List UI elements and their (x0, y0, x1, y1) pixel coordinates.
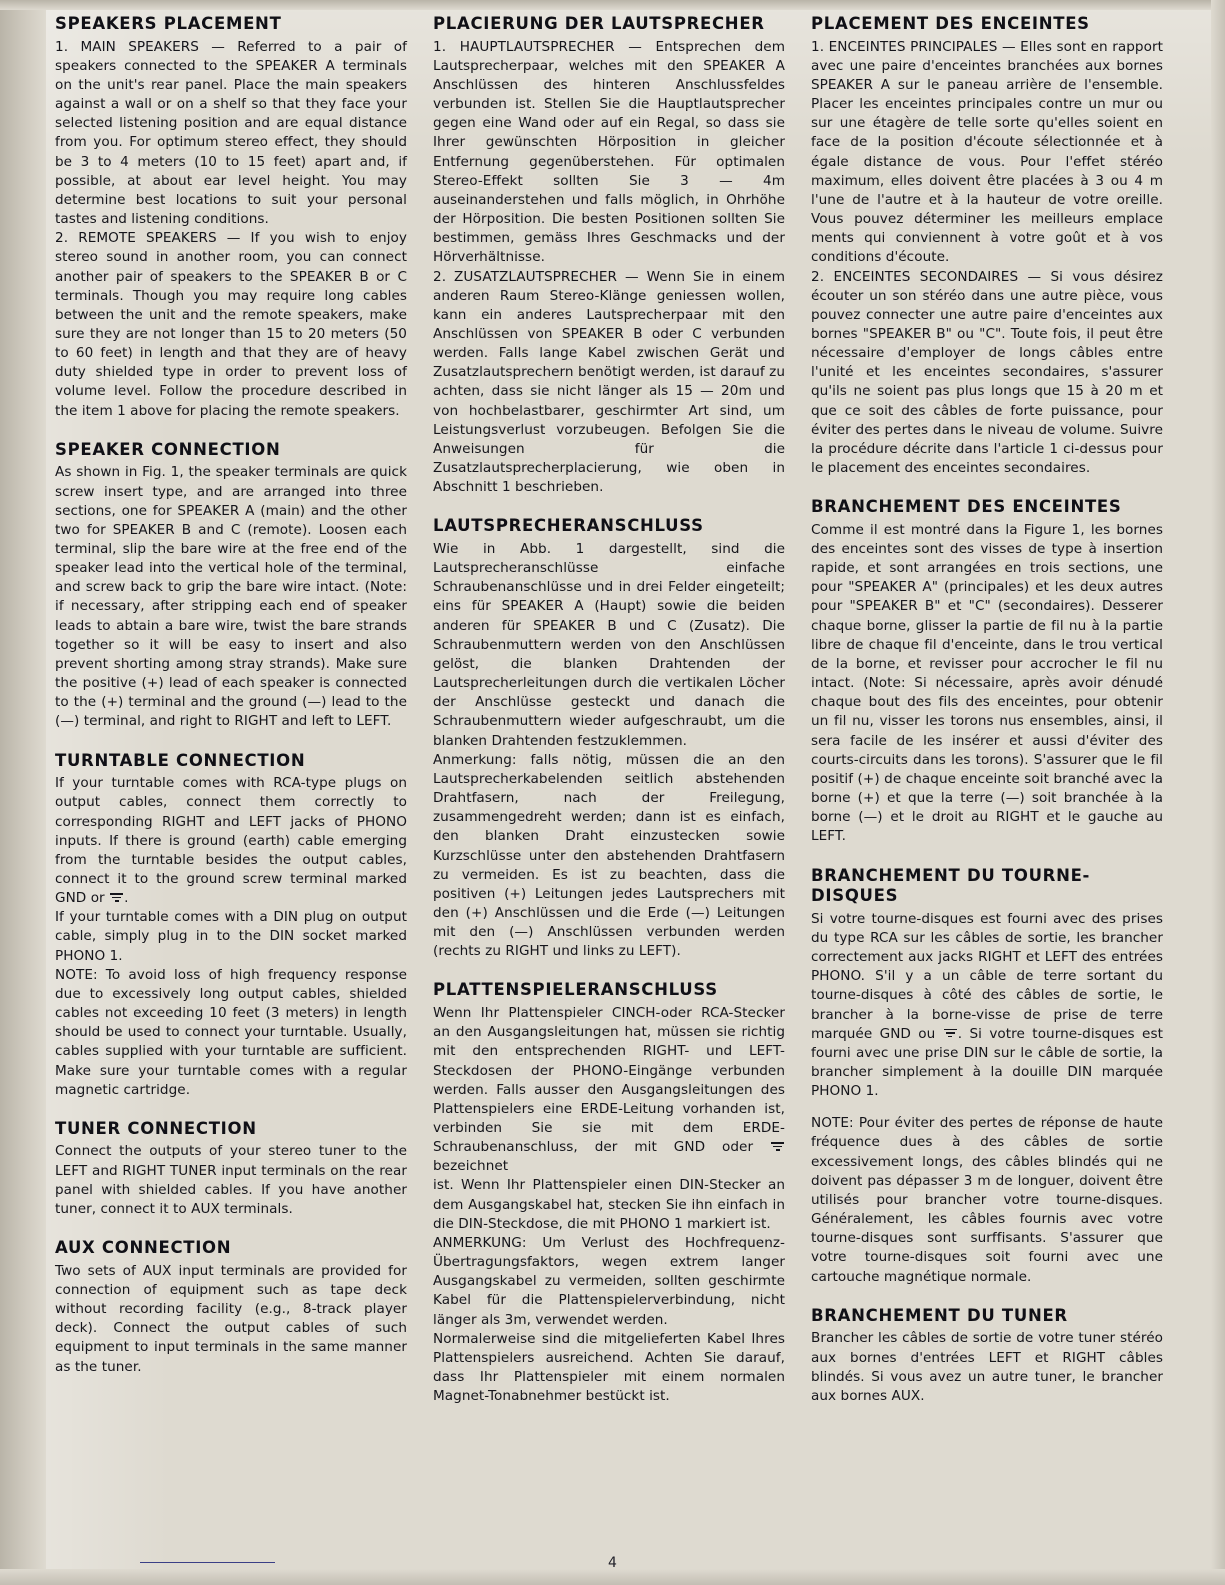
paragraph-plattenspieler-anmerkung: ANMERKUNG: Um Verlust des Hochfrequenz-Übertragungsfaktors, wegen extrem langer Ausgangskabel zu vermeiden, sollten geschirmte Kabel für die Plattenspielerverbindung, nicht länger als 3m, verwendet werden. (433, 1234, 785, 1328)
paragraph-hauptlautsprecher: 1. HAUPTLAUTSPRECHER — Entsprechen dem Lautsprecherpaar, welches mit den SPEAKER A Anschlüssen des hinteren Anschlussfeldes verbunden ist. Stellen Sie die Hauptlautsprecher gegen eine Wand oder auf ein Regal, so dass sie Ihrer gewünschten Hörposition in gleicher Entfernung gegenüberstehen. Für optimalen Stereo-Effekt sollten Sie 3 — 4m auseinanderstehen und falls möglich, in Ohrhöhe der Hörposition. Die besten Positionen sollten Sie bestimmen, gemäss Ihres Geschmacks und der Hörverhältnisse. (433, 38, 785, 266)
section-heading-speaker-connection: SPEAKER CONNECTION (55, 439, 281, 459)
section-heading-tuner-connection: TUNER CONNECTION (55, 1118, 257, 1138)
paragraph-plattenspieler-rca (433, 1004, 785, 1176)
section-heading-aux-connection: AUX CONNECTION (55, 1238, 232, 1258)
spacer (811, 847, 1163, 866)
paragraph-plattenspieler-kabel: Normalerweise sind die mitgelieferten Kabel Ihres Plattenspielers ausreichend. Achten Sie darauf, dass Ihr Plattenspieler mit einem normalen Magnet-Tonabnehmer bestückt ist. (433, 1330, 785, 1405)
paragraph-remote-speakers: 2. REMOTE SPEAKERS — If you wish to enjoy stereo sound in another room, you can connect another pair of speakers to the SPEAKER B or C terminals. Though you may require long cables between the unit and the remote speakers, make sure they are not longer than 15 to 20 meters (50 to 60 feet) in length and that they are of heavy duty shielded type in order to prevent loss of volume level. Follow the procedure described in the item 1 above for placing the remote speakers. (55, 230, 407, 419)
paragraph-branchement-tuner: Brancher les câbles de sortie de votre tuner stéréo aux bornes d'entrées LEFT et RIGHT câbles blindés. Si vous avez un autre tuner, le brancher aux bornes AUX. (811, 1330, 1163, 1404)
paragraph-main-speakers: 1. MAIN SPEAKERS — Referred to a pair of speakers connected to the SPEAKER A terminals on the unit's rear panel. Place the main speakers against a wall or on a shelf so that they face your selected listening position and are equal distance from you. For optimum stereo effect, they should be 3 to 4 meters (10 to 15 feet) apart and, if possible, at about ear level height. You may determine best locations to suit your personal tastes and listening conditions. (55, 38, 407, 228)
column-english (55, 14, 407, 1377)
page-number: 4 (608, 1555, 617, 1571)
page-edge-shadow-bottom (0, 1569, 1225, 1585)
plattenspieler-gnd-suffix: bezeichnet (433, 1158, 509, 1175)
section-heading-branchement-enceintes: BRANCHEMENT DES ENCEINTES (811, 497, 1122, 517)
paragraph-aux-connection: Two sets of AUX input terminals are provided for connection of equipment such as tape deck without recording facility (e.g., 8-track player deck). Connect the output cables of such equipment to input terminals in the same manner as the tuner. (55, 1262, 407, 1375)
section-heading-lautsprecheranschluss: LAUTSPRECHERANSCHLUSS (433, 516, 704, 536)
spacer (811, 1287, 1163, 1306)
spacer (55, 1219, 407, 1238)
section-heading-branchement-tourne-disques: BRANCHEMENT DU TOURNE-DISQUES (811, 865, 1091, 906)
paragraph-tourne-disques-note: NOTE: Pour éviter des pertes de réponse de haute fréquence dues à des câbles de sortie excessivement longs, des câbles blindés qui ne doivent pas dépasser 3 m de longuer, doivent être utilisés pour brancher votre tourne-disques. Généralement, les câbles fournis avec votre tourne-disques sont surffisants. S'assurer que votre tourne-disques soit fourni avec une cartouche magnétique normale. (811, 1115, 1163, 1285)
paragraph-lautsprecheranschluss: Wie in Abb. 1 dargestellt, sind die Lautsprecheranschlüsse einfache Schraubenanschlüsse und in drei Felder eingeteilt; eins für SPEAKER A (Haupt) sowie die beiden anderen für SPEAKER B und C (Zusatz). Die Schraubenmuttern werden von den Anschlüssen gelöst, die blanken Drahtenden der Lautsprecherleitungen durch die vertikalen Löcher der Anschlüsse gesteckt und danach die Schraubenmuttern wieder aufgeschraubt, um die blanken Drahtenden festzuklemmen. (433, 541, 785, 749)
paragraph-lautsprecher-anmerkung: Anmerkung: falls nötig, müssen die an den Lautsprecherkabelenden seitlich abstehenden Drahtfasern, nach der Freilegung, zusammengedreht werden; dann ist es einfach, den blanken Draht einzustecken sowie Kurzschlüsse unter den abstehenden Drahtfasern zu vermeiden. Es ist zu beachten, dass die positiven (+) Leitungen jedes Lautsprechers mit den (+) Anschlüssen und die Erde (—) Leitungen mit den (—) Anschlüssen verbunden werden (rechts zu RIGHT und links zu LEFT). (433, 751, 785, 960)
section-heading-placierung-lautsprecher: PLACIERUNG DER LAUTSPRECHER (433, 14, 765, 33)
paragraph-zusatzlautsprecher: 2. ZUSATZLAUTSPRECHER — Wenn Sie in einem anderen Raum Stereo-Klänge geniessen wollen, kann ein anderes Lautsprecherpaar mit den Anschlüssen von SPEAKER B oder C verbunden werden. Falls lange Kabel zwischen Gerät und Zusatzlautsprechern benötigt werden, ist darauf zu achten, dass sie nicht länger als 15 — 20m und von hochbelastbarer, geschirmter Art sind, um Leistungsverlust vorzubeugen. Befolgen Sie die Anweisungen für die Zusatzlautsprecherplacierung, wie oben in Abschnitt 1 beschrieben. (433, 268, 785, 496)
paragraph-enceintes-principales: 1. ENCEINTES PRINCIPALES — Elles sont en rapport avec une paire d'enceintes branchées aux bornes SPEAKER A sur le paneau arrière de l'ensemble. Placer les enceintes principales contre un mur ou sur une étagère de telle sorte qu'elles soient en face de la position d'écoute sélectionnée et à égale distance de vous. Pour l'effet stéréo maximum, elles doivent être placées à 3 ou 4 m l'une de l'autre et à la hauteur de votre oreille. Vous pouvez déterminer les meilleurs emplace ments qui conviennent à votre goût et à vos conditions d'écoute. (811, 38, 1163, 266)
paragraph-turntable-din: If your turntable comes with a DIN plug on output cable, simply plug in to the DIN socket marked PHONO 1. (55, 909, 407, 964)
paragraph-plattenspieler-din: ist. Wenn Ihr Plattenspieler einen DIN-Stecker an dem Ausgangskabel hat, stecken Sie ihn einfach in die DIN-Steckdose, die mit PHONO 1 markiert ist. (433, 1177, 785, 1232)
spacer (55, 421, 407, 440)
tourne-disques-din-text: . Si votre tourne-disques est fourni avec une prise DIN sur le câble de sortie, la brancher simplement à la douille DIN marquée PHONO 1. (811, 1025, 1163, 1100)
ground-symbol-icon (110, 892, 123, 903)
spacer (811, 1101, 1163, 1114)
ground-symbol-icon (944, 1028, 957, 1039)
column-french (811, 14, 1163, 1406)
section-heading-branchement-tuner: BRANCHEMENT DU TUNER (811, 1305, 1068, 1325)
paragraph-tuner-connection: Connect the outputs of your stereo tuner to the LEFT and RIGHT TUNER input terminals on the rear panel with shielded cables. If you have another tuner, connect it to AUX terminals. (55, 1143, 407, 1217)
paragraph-speaker-connection: As shown in Fig. 1, the speaker terminals are quick screw insert type, and are arranged into three sections, one for SPEAKER A (main) and the other two for SPEAKER B and C (remote). Loosen each terminal, slip the bare wire at the free end of the speaker lead into the vertical hole of the terminal, and screw back to grip the bare wire intact. (Note: if necessary, after stripping each end of speaker leads to abtain a bare wire, twist the bare strands together so it will be easy to insert and also prevent shorting among stray strands). Make sure the positive (+) lead of each speaker is connected to the (+) terminal and the ground (—) lead to the (—) terminal, and right to RIGHT and left to LEFT. (55, 464, 407, 730)
spacer (55, 1100, 407, 1119)
turntable-rca-text: If your turntable comes with RCA-type plugs on output cables, connect them correctly to corresponding RIGHT and LEFT jacks of PHONO inputs. If there is ground (earth) cable emerging from the turntable besides the output cables, connect it to the ground screw terminal marked GND or (55, 775, 407, 907)
paragraph-branchement-enceintes: Comme il est montré dans la Figure 1, les bornes des enceintes sont des visses de type à insertion rapide, et sont arrangées en trois sections, une pour "SPEAKER A" (principales) et les deux autres pour "SPEAKER B" et "C" (secondaires). Desserer chaque borne, glisser la partie de fil nu à la partie libre de chaque fil d'enceinte, dans le trou vertical de la borne, et revisser pour accrocher le fil nu intact. (Note: Si nécessaire, après avoir dénudé chaque bout des fils des enceintes, pour obtenir un fil nu, visser les torons nus ensembles, ainsi, il sera facile de les insérer et aussi d'éviter des courts-circuits dans les torons). S'assurer que le fil positif (+) de chaque enceinte soit branché avec la borne (+) et que la terre (—) soit branchée à la borne (—) et le droit au RIGHT et le gauche au LEFT. (811, 521, 1163, 845)
section-heading-turntable-connection: TURNTABLE CONNECTION (55, 750, 306, 770)
spacer (55, 732, 407, 751)
tourne-disques-rca-text: Si votre tourne-disques est fourni avec des prises du type RCA sur les câbles de sortie, les brancher correctement aux jacks RIGHT et LEFT des entrées PHONO. S'il y a un câble de terre sortant du tourne-disques à côté des câbles de sortie, le brancher à la borne-visse de prise de terre marquée GND ou (811, 910, 1163, 1042)
paragraph-turntable-rca: If your turntable comes with RCA-type plugs on output cables, connect them correctly to corresponding RIGHT and LEFT jacks of PHONO inputs. If there is ground (earth) cable emerging from the turntable besides the output cables, connect it to the ground screw terminal marked GND or . (55, 775, 407, 907)
paragraph-tourne-disques-rca (811, 910, 1163, 1102)
ground-symbol-icon (771, 1141, 784, 1152)
page-edge-shadow-left (0, 0, 46, 1585)
plattenspieler-rca-text: Wenn Ihr Plattenspieler CINCH-oder RCA-Stecker an den Ausgangsleitungen hat, müssen sie richtig mit den entsprechenden RIGHT- und LEFT-Steckdosen der PHONO-Eingänge verbunden werden. Falls ausser den Ausgangsleitungen des Plattenspielers eine ERDE-Leitung vorhanden ist, verbinden Sie sie mit dem ERDE-Schraubenanschluss, der mit GND oder (433, 1005, 785, 1156)
spacer (433, 497, 785, 516)
page-edge-shadow-right (1211, 0, 1225, 1585)
paragraph-enceintes-secondaires: 2. ENCEINTES SECONDAIRES — Si vous désirez écouter un son stéréo dans une autre pièce, vous pouvez connecter une autre paire d'enceintes aux bornes "SPEAKER B" ou "C". Toute fois, il peut être nécessaire d'employer de longs câbles entre l'unité et les enceintes secondaires, s'assurer qu'ils ne soient pas plus longs que 15 à 20 m et que ce soit des câbles de forte puissance, pour éviter des pertes dans le niveau de volume. Suivre la procédure décrite dans l'article 1 ci-dessus pour le placement des enceintes secondaires. (811, 268, 1163, 477)
column-german (433, 14, 785, 1406)
section-heading-placement-enceintes: PLACEMENT DES ENCEINTES (811, 14, 1090, 33)
spacer (433, 961, 785, 980)
section-heading-speakers-placement: SPEAKERS PLACEMENT (55, 14, 282, 33)
spacer (811, 478, 1163, 497)
page-edge-shadow-top (0, 0, 1225, 10)
paragraph-turntable-note: NOTE: To avoid loss of high frequency response due to excessively long output cables, shielded cables not exceeding 10 feet (3 meters) in length should be used to connect your turntable. Usually, cables supplied with your turntable are sufficient. Make sure your turntable comes with a regular magnetic cartridge. (55, 966, 407, 1098)
three-column-body (55, 14, 1195, 1406)
section-heading-plattenspieleranschluss: PLATTENSPIELERANSCHLUSS (433, 980, 718, 1000)
